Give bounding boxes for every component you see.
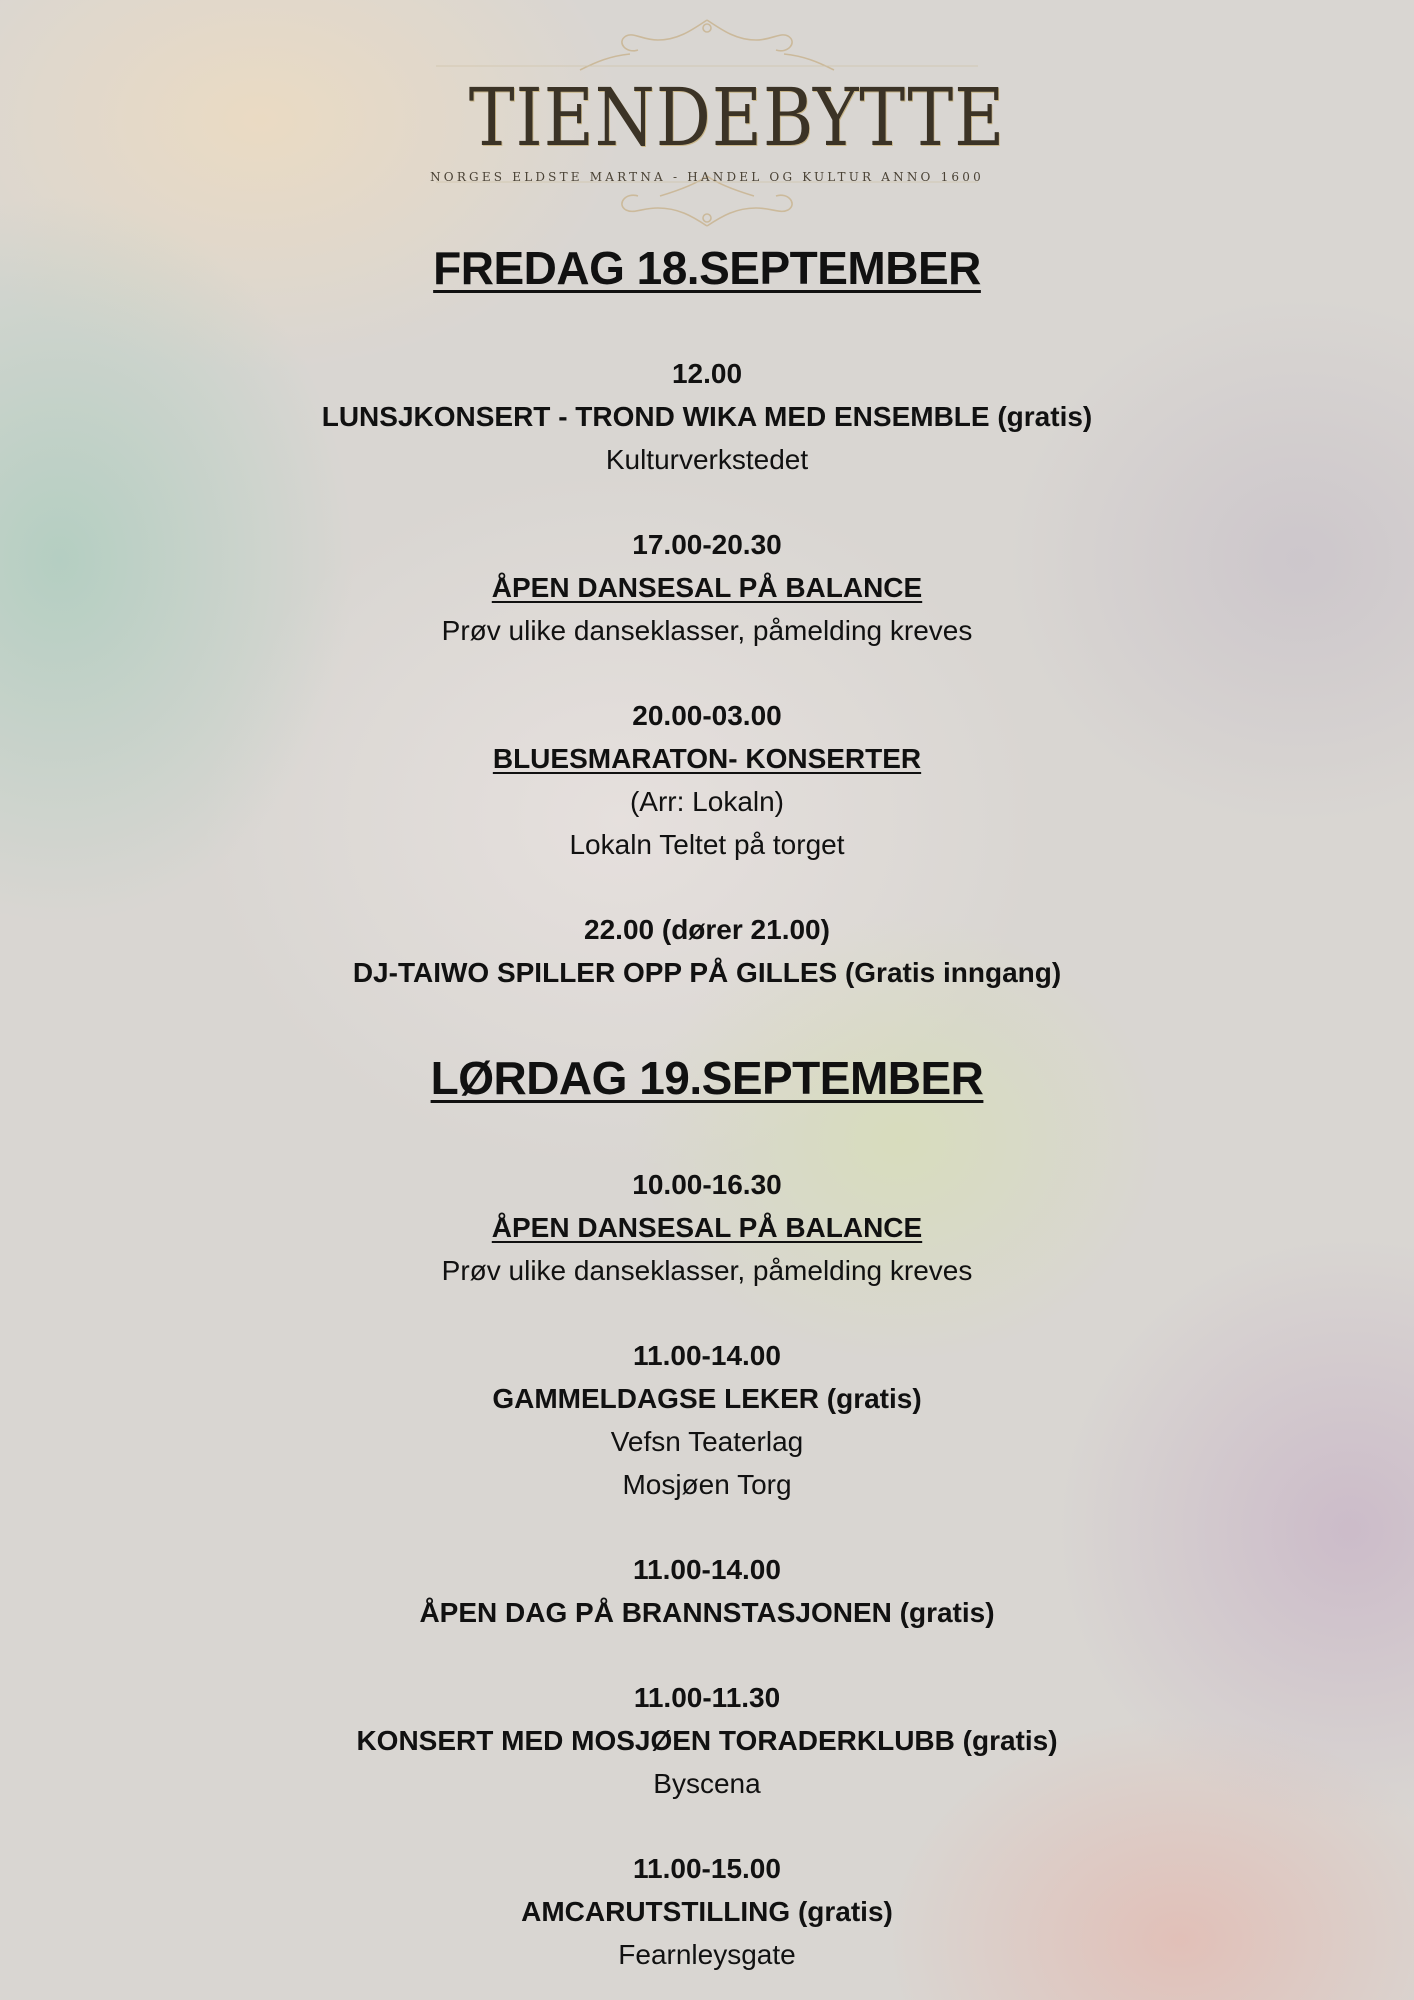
- event-title: GAMMELDAGSE LEKER (gratis): [492, 1383, 922, 1414]
- logo-title: TIENDEBYTTE: [468, 71, 1006, 164]
- event-time: 11.00-14.00: [633, 1340, 781, 1371]
- event-time: 20.00-03.00: [632, 700, 782, 731]
- event-title: ÅPEN DANSESAL PÅ BALANCE: [491, 572, 923, 603]
- event-title: KONSERT MED MOSJØEN TORADERKLUBB (gratis): [356, 1725, 1058, 1756]
- event-time: 11.00-15.00: [633, 1853, 781, 1884]
- event-detail: (Arr: Lokaln): [629, 786, 785, 817]
- logo: [430, 14, 1006, 232]
- event-time: 12.00: [671, 358, 743, 389]
- event-time: 17.00-20.30: [632, 529, 782, 560]
- event-time: 10.00-16.30: [632, 1169, 782, 1200]
- event-detail: Fearnleysgate: [618, 1939, 796, 1970]
- event-time: 22.00 (dører 21.00): [584, 914, 830, 945]
- event-detail: Vefsn Teaterlag: [610, 1426, 804, 1457]
- event-title: ÅPEN DAG PÅ BRANNSTASJONEN (gratis): [419, 1597, 995, 1628]
- event-detail: Prøv ulike danseklasser, påmelding kreves: [441, 1255, 973, 1286]
- day-header-saturday: LØRDAG 19.SEPTEMBER: [430, 1052, 984, 1104]
- event-time: 11.00-14.00: [633, 1554, 781, 1585]
- event-detail: Byscena: [653, 1768, 761, 1799]
- logo-subtitle: NORGES ELDSTE MARTNA - HANDEL OG KULTUR ANNO 1600: [430, 170, 984, 184]
- event-detail: Mosjøen Torg: [622, 1469, 792, 1500]
- event-title: AMCARUTSTILLING (gratis): [521, 1896, 893, 1927]
- day-header-friday: FREDAG 18.SEPTEMBER: [433, 242, 981, 294]
- event-title: DJ-TAIWO SPILLER OPP PÅ GILLES (Gratis inngang): [352, 957, 1062, 988]
- event-title: LUNSJKONSERT - TROND WIKA MED ENSEMBLE (gratis): [321, 401, 1093, 432]
- event-title: ÅPEN DANSESAL PÅ BALANCE: [491, 1212, 923, 1243]
- event-title: BLUESMARATON- KONSERTER: [492, 743, 922, 774]
- event-detail: Prøv ulike danseklasser, påmelding kreves: [441, 615, 973, 646]
- event-detail: Lokaln Teltet på torget: [569, 829, 845, 860]
- event-time: 11.00-11.30: [633, 1682, 781, 1713]
- event-detail: Kulturverkstedet: [605, 444, 809, 475]
